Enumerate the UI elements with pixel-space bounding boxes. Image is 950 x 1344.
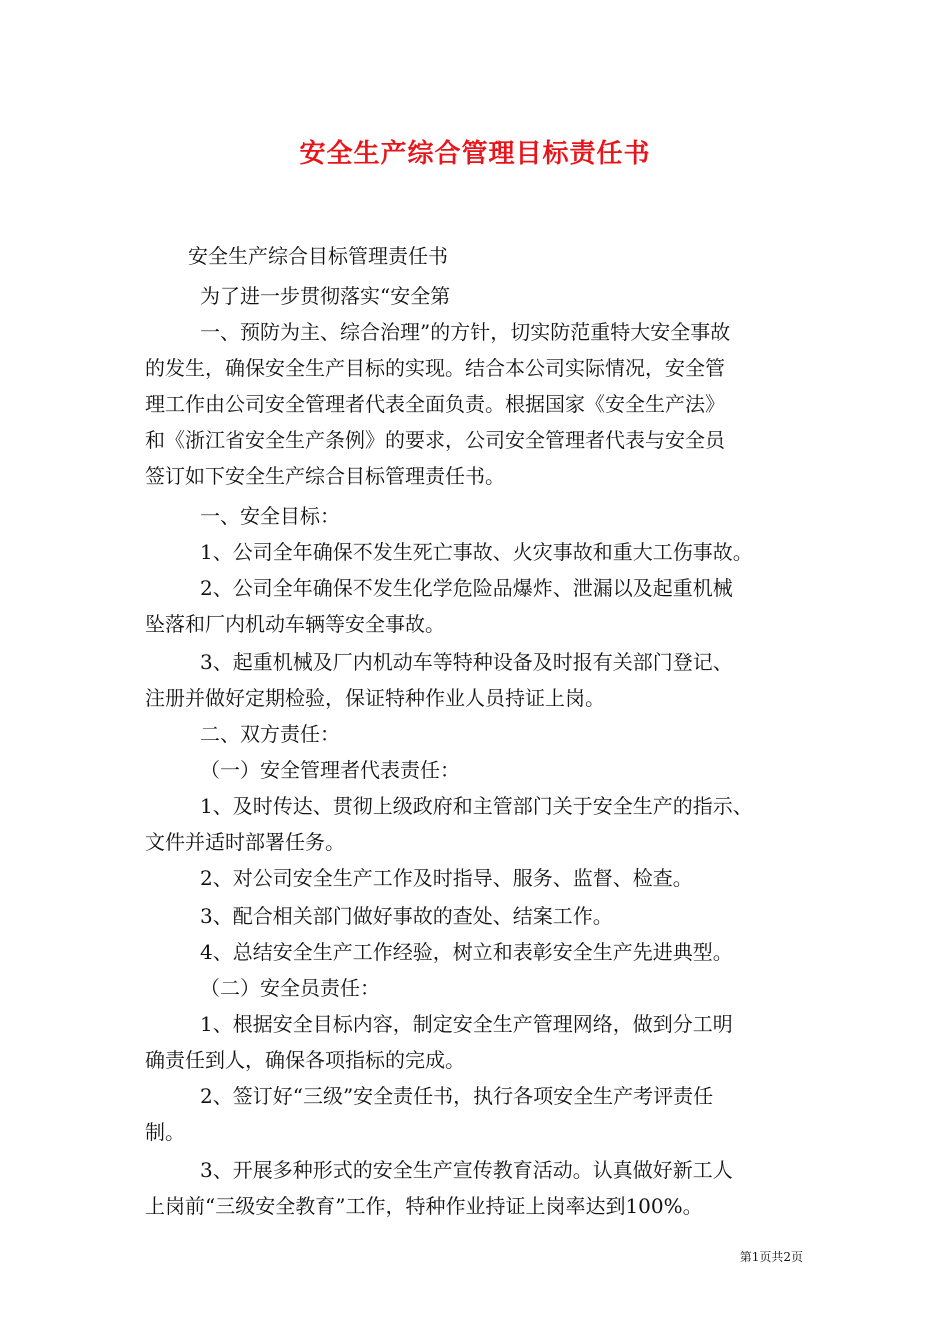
page-number: 第1页共2页 — [739, 1250, 803, 1264]
text-line: 1、公司全年确保不发生死亡事故、火灾事故和重大工伤事故。 — [200, 540, 753, 564]
text-line: 一、预防为主、综合治理”的方针，切实防范重特大安全事故 — [200, 320, 731, 344]
text-line: 1、及时传达、贯彻上级政府和主管部门关于安全生产的指示、 — [200, 794, 753, 818]
text-line: 二、双方责任： — [200, 722, 340, 746]
text-line: 安全生产综合目标管理责任书 — [188, 244, 448, 268]
text-line: （二）安全员责任： — [200, 976, 380, 1000]
text-line: 3、起重机械及厂内机动车等特种设备及时报有关部门登记、 — [200, 650, 733, 674]
text-line: 2、签订好“三级”安全责任书，执行各项安全生产考评责任 — [200, 1084, 714, 1108]
text-line: 一、安全目标： — [200, 504, 340, 528]
document-title: 安全生产综合管理目标责任书 — [299, 139, 651, 169]
text-line: 上岗前“三级安全教育”工作，特种作业持证上岗率达到100%。 — [145, 1194, 703, 1218]
text-line: 确责任到人，确保各项指标的完成。 — [145, 1048, 465, 1072]
text-line: 为了进一步贯彻落实“安全第 — [200, 284, 451, 308]
text-line: （一）安全管理者代表责任： — [200, 758, 460, 782]
text-line: 2、公司全年确保不发生化学危险品爆炸、泄漏以及起重机械 — [200, 576, 733, 600]
text-line: 2、对公司安全生产工作及时指导、服务、监督、检查。 — [200, 866, 693, 890]
text-line: 制。 — [145, 1120, 185, 1144]
text-line: 坠落和厂内机动车辆等安全事故。 — [145, 612, 445, 636]
text-line: 理工作由公司安全管理者代表全面负责。根据国家《安全生产法》 — [145, 392, 725, 416]
text-line: 签订如下安全生产综合目标管理责任书。 — [145, 464, 505, 488]
text-line: 文件并适时部署任务。 — [145, 830, 345, 854]
text-line: 注册并做好定期检验，保证特种作业人员持证上岗。 — [145, 686, 605, 710]
text-line: 的发生，确保安全生产目标的实现。结合本公司实际情况，安全管 — [145, 356, 725, 380]
text-line: 3、配合相关部门做好事故的查处、结案工作。 — [200, 904, 613, 928]
text-line: 3、开展多种形式的安全生产宣传教育活动。认真做好新工人 — [200, 1158, 733, 1182]
text-line: 和《浙江省安全生产条例》的要求，公司安全管理者代表与安全员 — [145, 428, 725, 452]
text-line: 4、总结安全生产工作经验，树立和表彰安全生产先进典型。 — [200, 940, 733, 964]
text-line: 1、根据安全目标内容，制定安全生产管理网络，做到分工明 — [200, 1012, 733, 1036]
